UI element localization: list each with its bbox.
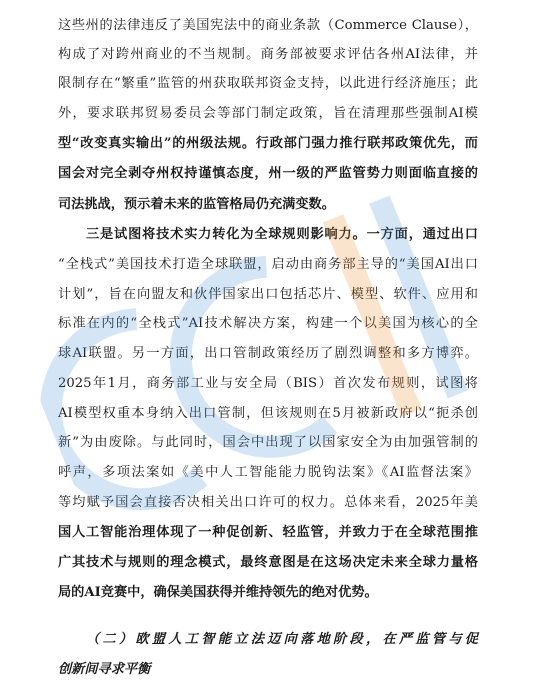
text-line: 等均赋予国会直接否决相关出口许可的权力。总体来看，2025年美 [58, 495, 478, 510]
text-line: 构成了对跨州商业的不当规制。商务部被要求评估各州AI法律，并 [58, 47, 478, 62]
text-line: 外，要求联邦贸易委员会等部门制定政策，旨在清理那些强制AI模 [58, 106, 478, 121]
text-line: 局的AI竞赛中，确保美国获得并维持领先的绝对优势。 [58, 585, 378, 600]
text-line: 新”为由废除。与此同时，国会中出现了以国家安全为由加强管制的 [58, 435, 478, 450]
text-line: 国会对完全剥夺州权持谨慎态度，州一级的严监管势力则面临直接的 [58, 166, 478, 181]
text-line: 2025年1月，商务部工业与安全局（BIS）首次发布规则，试图将 [58, 376, 478, 391]
text-line: “全栈式”美国技术打造全球联盟，启动由商务部主导的“美国AI出口 [58, 257, 478, 272]
text-line: 计划”，旨在向盟友和伙伴国家出口包括芯片、模型、软件、应用和 [58, 287, 478, 302]
text-line: 标准在内的“全栈式”AI技术解决方案，构建一个以美国为核心的全 [58, 316, 478, 331]
text-line: 国人工智能治理体现了一种促创新、轻监管，并致力于在全球范围推 [58, 525, 478, 540]
text-line: 广其技术与规则的理念模式，最终意图是在这场决定未来全球力量格 [58, 555, 478, 570]
text-line: 型“改变真实输出”的州级法规。行政部门强力推行联邦政策优先，而 [58, 136, 478, 151]
section-heading-continued: 创新间寻求平衡 [58, 662, 151, 677]
text-line: 这些州的法律违反了美国宪法中的商业条款（Commerce Clause）， [58, 18, 478, 33]
paragraph-heading-line: 三是试图将技术实力转化为全球规则影响力。一方面，通过出口 [86, 227, 478, 242]
text-line: 司法挑战，预示着未来的监管格局仍充满变数。 [58, 197, 335, 212]
watermark-shape [18, 200, 458, 541]
section-heading: （二）欧盟人工智能立法迈向落地阶段，在严监管与促 [86, 632, 478, 647]
text-line: 限制存在“繁重”监管的州获取联邦资金支持，以此进行经济施压；此 [58, 76, 478, 91]
text-line: 呼声，多项法案如《美中人工智能能力脱钩法案》《AI监督法案》 [58, 465, 478, 480]
text-line: AI模型权重本身纳入出口管制，但该规则在5月被新政府以“扼杀创 [58, 406, 478, 421]
text-line: 球AI联盟。另一方面，出口管制政策经历了剧烈调整和多方博弈。 [58, 346, 478, 361]
